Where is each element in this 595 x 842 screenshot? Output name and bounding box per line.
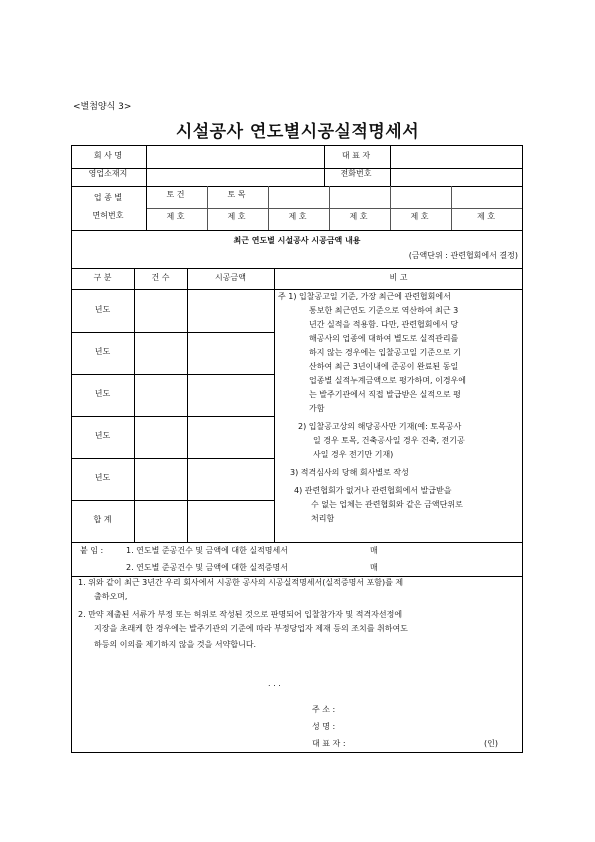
- company-name-label: 회 사 명: [93, 151, 123, 160]
- year-row-4: 년도: [94, 431, 111, 440]
- remark-line: 하지 않는 경우에는 입찰공고일 기준으로 기: [309, 348, 461, 357]
- form-label: <별첨양식 3>: [73, 102, 132, 112]
- attachment-unit-2: 매: [370, 563, 378, 572]
- remark-line: 처리함: [311, 514, 335, 523]
- remark-line: 업종별 실적누계금액으로 평가하며, 이경우에: [309, 376, 467, 385]
- pledge-line: 하등의 이의를 제기하지 않을 것을 서약합니다.: [94, 640, 257, 649]
- year-row-5: 년도: [94, 473, 111, 482]
- signature-representative: 대 표 자 :: [312, 739, 346, 748]
- remark-line: 가함: [309, 404, 325, 413]
- signature-name: 성 명 :: [312, 722, 336, 731]
- remark-line: 3) 적격심사의 당해 회사별로 작성: [290, 468, 409, 477]
- remark-line: 수 없는 업체는 관련협회와 같은 금액단위로: [311, 500, 463, 509]
- section-title: 최근 연도별 시설공사 시공금액 내용: [233, 236, 361, 245]
- license-no-1: 제 호: [166, 212, 185, 221]
- category-civil-architecture: 토 건: [166, 190, 185, 199]
- seal-mark: (인): [484, 739, 498, 748]
- remark-line: 일 경우 토목, 건축공사일 경우 건축, 전기공: [313, 436, 465, 445]
- license-no-2: 제 호: [227, 212, 246, 221]
- remark-line: 통보한 최근연도 기준으로 역산하여 최근 3: [309, 306, 459, 315]
- col-count: 건 수: [151, 273, 170, 282]
- attachment-label: 붙 임 :: [80, 546, 104, 555]
- remark-line: 산하여 최근 3년이내에 준공이 완료된 동일: [309, 362, 459, 371]
- amount-unit-note: (금액단위 : 관련협회에서 결정): [408, 251, 518, 260]
- date-line: . . .: [268, 679, 281, 688]
- license-no-4: 제 호: [349, 212, 368, 221]
- col-remarks: 비 고: [389, 273, 408, 282]
- license-no-5: 제 호: [410, 212, 429, 221]
- col-amount: 시공금액: [215, 273, 246, 282]
- total-row: 합 계: [93, 515, 112, 524]
- remark-line: 해공사의 업종에 대하여 별도로 실적관리를: [309, 334, 459, 343]
- col-category: 구 분: [93, 273, 112, 282]
- office-address-label: 영업소재지: [88, 169, 128, 178]
- year-row-3: 년도: [94, 389, 111, 398]
- year-row-2: 년도: [94, 347, 111, 356]
- representative-label: 대 표 자: [341, 151, 371, 160]
- remark-line: 2) 입찰공고상의 해당공사만 기재(예: 토목공사: [298, 422, 462, 431]
- license-category-label: 업 종 별: [93, 193, 123, 202]
- remark-line: 는 발주기관에서 직접 발급받은 실적으로 평: [309, 390, 461, 399]
- pledge-line: 출하오며,: [94, 592, 128, 601]
- pledge-line: 1. 위와 같이 최근 3년간 우리 회사에서 시공한 공사의 시공실적명세서(실적증명서 포함)를 제: [78, 578, 404, 587]
- signature-address: 주 소 :: [312, 705, 336, 714]
- license-no-3: 제 호: [288, 212, 307, 221]
- attachment-unit-1: 매: [370, 546, 378, 555]
- pledge-line: 2. 만약 제출된 서류가 부정 또는 허위로 작성된 것으로 판명되어 입찰참가자 및 적격자선정에: [78, 610, 403, 619]
- category-civil: 토 목: [227, 190, 246, 199]
- remark-line: 년간 실적을 적용함. 다만, 관련협회에서 당: [309, 320, 459, 329]
- remark-line: 사일 경우 전기만 기재): [313, 450, 394, 459]
- year-row-1: 년도: [94, 305, 111, 314]
- document-title: 시설공사 연도별시공실적명세서: [175, 122, 420, 142]
- phone-label: 전화번호: [340, 169, 372, 178]
- pledge-line: 지장을 초래케 한 경우에는 발주기관의 기준에 따라 부정당업자 제재 등의 조치를 취하여도: [94, 624, 408, 633]
- license-no-6: 제 호: [477, 212, 495, 221]
- attachment-item-1: 1. 연도별 준공건수 및 금액에 대한 실적명세서: [126, 546, 288, 555]
- remark-line: 주 1) 입찰공고일 기준, 가장 최근에 관련협회에서: [278, 292, 451, 301]
- remark-line: 4) 관련협회가 없거나 관련협회에서 발급받을: [294, 486, 452, 495]
- attachment-item-2: 2. 연도별 준공건수 및 금액에 대한 실적증명서: [126, 563, 288, 572]
- license-number-label: 면허번호: [92, 211, 124, 220]
